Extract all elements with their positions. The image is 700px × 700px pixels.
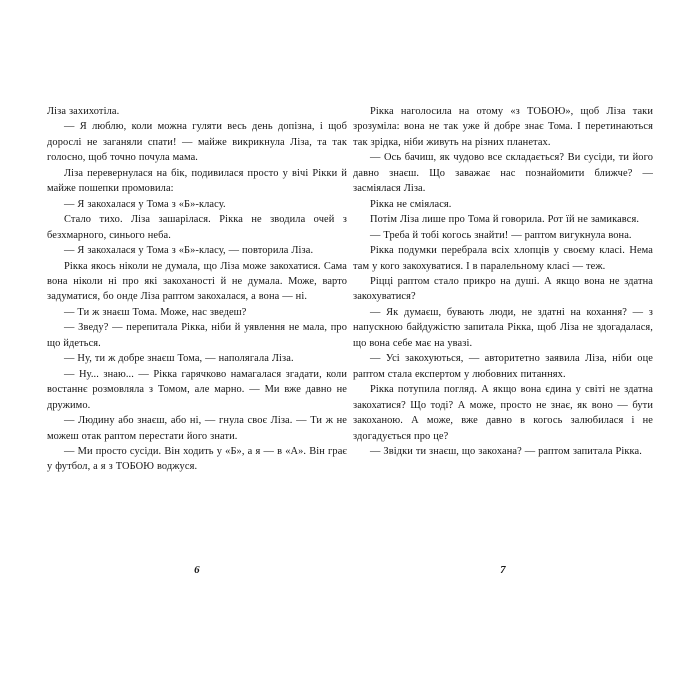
paragraph: — Звідки ти знаєш, що закохана? — раптом запитала Рікка. (370, 445, 642, 457)
page-left-text-block (47, 104, 347, 475)
paragraph: — Ну, ти ж добре знаєш Тома, — наполягала Ліза. (64, 353, 294, 365)
paragraph: — Треба й тобі когось знайти! — раптом вигукнула вона. (370, 229, 632, 241)
paragraph: Стало тихо. Ліза зашарілася. Рікка не зводила очей з безхмарного, синього неба. (47, 214, 347, 241)
paragraph: — Я закохалася у Тома з «Б»-класу, — повторила Ліза. (64, 245, 314, 257)
paragraph: — Ну... знаю... — Рікка гарячково намагалася згадати, коли востаннє розмовляла з Томом, але марно. — Ми вже давно не дружимо. (47, 368, 347, 411)
page-number-left: 6 (194, 564, 200, 576)
paragraph: Ріцці раптом стало прикро на душі. А якщо вона не здатна закохуватися? (353, 275, 653, 303)
paragraph: — Ми просто сусіди. Він ходить у «Б», а я — в «А». Він грає у футбол, а я з ТОБОЮ воджуся. (47, 445, 347, 473)
paragraph: — Як думаєш, бувають люди, не здатні на кохання? — з напускною байдужістю запитала Рікка, щоб Ліза не здогадалася, що вона себе має на увазі. (353, 306, 653, 349)
page-right (353, 104, 653, 604)
paragraph: — Ти ж знаєш Тома. Може, нас зведеш? (64, 306, 247, 318)
paragraph: Рікка подумки перебрала всіх хлопців у своєму класі. Нема там у кого закохуватися. І в паралельному класі — теж. (353, 245, 653, 272)
paragraph: — Я люблю, коли можна гуляти весь день допізна, і щоб дорослі не заганяли спати! — майже викрикнула Ліза, та так голосно, щоб точно почула мама. (47, 121, 347, 164)
page-number-right: 7 (500, 564, 506, 576)
page-left (47, 104, 347, 604)
paragraph: Потім Ліза лише про Тома й говорила. Рот їй не замикався. (370, 214, 640, 226)
paragraph: — Усі закохуються, — авторитетно заявила Ліза, ніби оце раптом стала експертом у любовних питаннях. (353, 353, 653, 380)
paragraph: Рікка якось ніколи не думала, що Ліза може закохатися. Сама вона ніколи ні про які закоханості й не думала. Може, варто задуматися, бо онде Ліза раптом закохалася, а вона — ні. (47, 260, 347, 303)
paragraph: — Зведу? — перепитала Рікка, ніби й уявлення не мала, про що йдеться. (47, 322, 347, 349)
paragraph: Ліза захихотіла. (47, 106, 120, 117)
paragraph: — Я закохалася у Тома з «Б»-класу. (64, 198, 226, 210)
page-right-text-block (353, 104, 653, 459)
paragraph: Рікка наголосила на отому «з ТОБОЮ», щоб Ліза таки зрозуміла: вона не так уже й добре знає Тома. І перетинаються так зрідка, ніби живуть на різних планетах. (353, 106, 653, 148)
paragraph: Рікка не сміялася. (370, 198, 452, 210)
paragraph: — Ось бачиш, як чудово все складається? Ви сусіди, ти його давно знаєш. Що заважає нас познайомити ближче? — засміялася Ліза. (353, 152, 653, 195)
paragraph: Рікка потупила погляд. А якщо вона єдина у світі не здатна закохатися? Що тоді? А може, просто не знає, як воно — бути закоханою. А може, вже давно в когось залюбилася і не здогадується про це? (353, 384, 653, 442)
paragraph: Ліза перевернулася на бік, подивилася просто у вічі Рікки й майже пошепки промовила: (47, 167, 347, 195)
paragraph: — Людину або знаєш, або ні, — гнула своє Ліза. — Ти ж не можеш отак раптом перестати його знати. (47, 415, 347, 442)
